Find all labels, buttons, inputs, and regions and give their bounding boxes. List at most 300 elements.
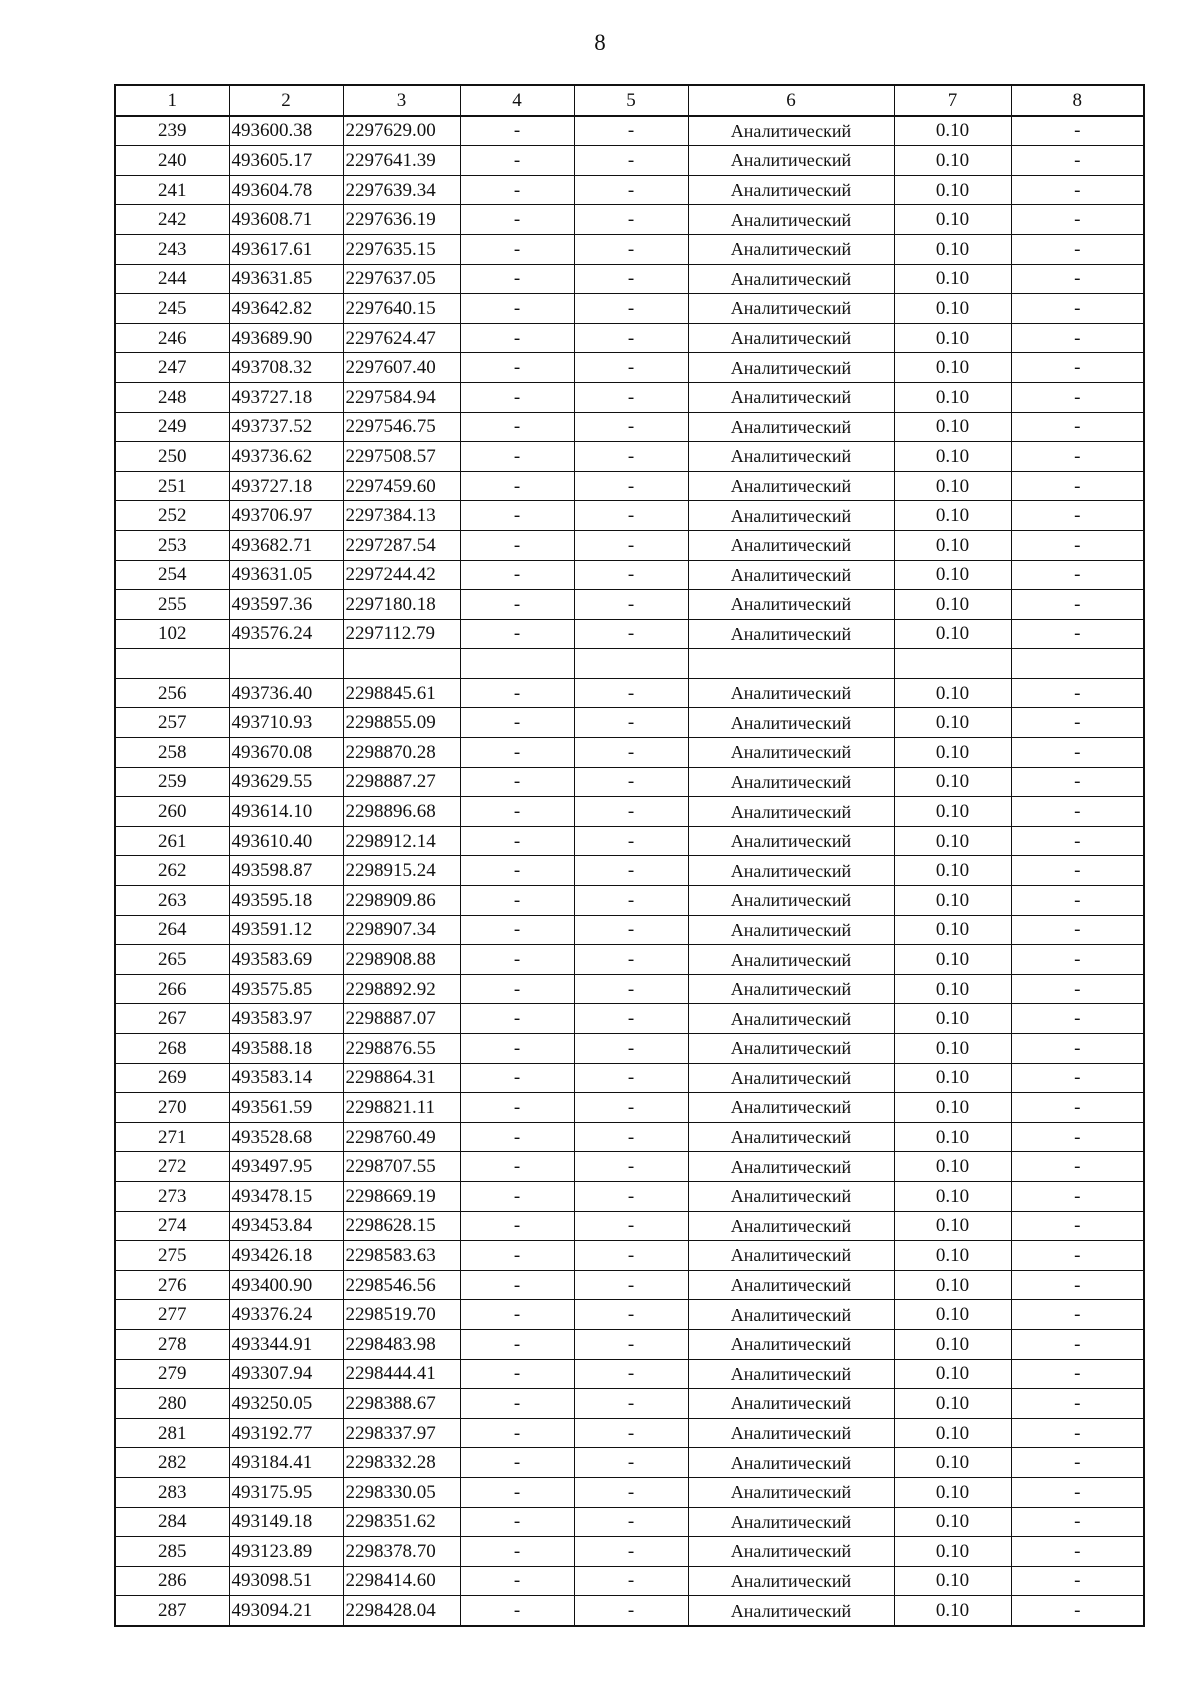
cell-col-4: - [460, 886, 574, 916]
cell-col-5: - [574, 826, 688, 856]
cell-coord-y: 2297635.15 [343, 234, 460, 264]
cell-accuracy: 0.10 [894, 1122, 1011, 1152]
cell-coord-x: 493575.85 [229, 974, 343, 1004]
cell-point-number: 248 [115, 382, 229, 412]
cell-accuracy: 0.10 [894, 1034, 1011, 1064]
cell-col-5: - [574, 678, 688, 708]
cell-col-8: - [1011, 471, 1144, 501]
cell-coord-y: 2297546.75 [343, 412, 460, 442]
cell-col-4: - [460, 530, 574, 560]
cell-col-5: - [574, 1063, 688, 1093]
cell-point-number: 243 [115, 234, 229, 264]
cell-col-5: - [574, 353, 688, 383]
cell-point-number: 240 [115, 146, 229, 176]
cell-col-8: - [1011, 1270, 1144, 1300]
cell-accuracy: 0.10 [894, 205, 1011, 235]
cell-point-number: 279 [115, 1359, 229, 1389]
cell-coord-y: 2298330.05 [343, 1477, 460, 1507]
table-row [115, 1270, 1144, 1300]
cell-col-8: - [1011, 590, 1144, 620]
table-row [115, 1596, 1144, 1626]
cell-point-number: 273 [115, 1181, 229, 1211]
cell-accuracy: 0.10 [894, 1389, 1011, 1419]
table-row [115, 116, 1144, 146]
cell-col-4: - [460, 738, 574, 768]
table-row [115, 501, 1144, 531]
cell-coord-x: 493595.18 [229, 886, 343, 916]
cell-point-number: 263 [115, 886, 229, 916]
cell-coord-x: 493528.68 [229, 1122, 343, 1152]
cell-accuracy: 0.10 [894, 116, 1011, 146]
cell-col-5: - [574, 708, 688, 738]
cell-col-4: - [460, 442, 574, 472]
cell-col-5: - [574, 1596, 688, 1626]
cell-coord-y: 2297384.13 [343, 501, 460, 531]
cell-col-5: - [574, 915, 688, 945]
cell-col-4: - [460, 501, 574, 531]
cell-point-number: 275 [115, 1241, 229, 1271]
cell-col-5: - [574, 1152, 688, 1182]
cell-col-8: - [1011, 1093, 1144, 1123]
cell-method [688, 649, 894, 679]
cell-point-number: 280 [115, 1389, 229, 1419]
cell-col-4: - [460, 560, 574, 590]
table-row [115, 1063, 1144, 1093]
cell-col-8: - [1011, 678, 1144, 708]
cell-coord-x: 493727.18 [229, 382, 343, 412]
cell-point-number: 284 [115, 1507, 229, 1537]
cell-coord-x: 493576.24 [229, 619, 343, 649]
cell-col-5: - [574, 1122, 688, 1152]
cell-accuracy: 0.10 [894, 234, 1011, 264]
column-header-4: 4 [460, 85, 574, 116]
cell-col-5: - [574, 264, 688, 294]
cell-col-5: - [574, 1507, 688, 1537]
cell-coord-x: 493605.17 [229, 146, 343, 176]
cell-coord-x: 493617.61 [229, 234, 343, 264]
cell-method: Аналитический [688, 442, 894, 472]
table-row [115, 1181, 1144, 1211]
cell-col-8: - [1011, 146, 1144, 176]
cell-col-4: - [460, 826, 574, 856]
cell-col-4: - [460, 146, 574, 176]
cell-accuracy: 0.10 [894, 1566, 1011, 1596]
cell-col-5: - [574, 797, 688, 827]
cell-coord-y: 2297607.40 [343, 353, 460, 383]
cell-coord-x: 493710.93 [229, 708, 343, 738]
cell-col-8: - [1011, 1537, 1144, 1567]
cell-accuracy: 0.10 [894, 412, 1011, 442]
cell-col-5: - [574, 1181, 688, 1211]
cell-coord-y: 2298821.11 [343, 1093, 460, 1123]
table-row [115, 1566, 1144, 1596]
cell-col-5: - [574, 886, 688, 916]
cell-method: Аналитический [688, 590, 894, 620]
cell-coord-x: 493670.08 [229, 738, 343, 768]
cell-method: Аналитический [688, 678, 894, 708]
cell-accuracy: 0.10 [894, 915, 1011, 945]
cell-col-4: - [460, 1477, 574, 1507]
cell-col-8: - [1011, 323, 1144, 353]
cell-col-4: - [460, 234, 574, 264]
cell-coord-x: 493453.84 [229, 1211, 343, 1241]
cell-col-4: - [460, 1389, 574, 1419]
cell-coord-y: 2298444.41 [343, 1359, 460, 1389]
cell-coord-x: 493478.15 [229, 1181, 343, 1211]
table-row [115, 678, 1144, 708]
cell-point-number: 270 [115, 1093, 229, 1123]
cell-coord-x: 493706.97 [229, 501, 343, 531]
cell-col-8: - [1011, 1329, 1144, 1359]
cell-col-5: - [574, 382, 688, 412]
cell-col-5: - [574, 1418, 688, 1448]
cell-col-4 [460, 649, 574, 679]
cell-col-8: - [1011, 856, 1144, 886]
cell-col-5: - [574, 1241, 688, 1271]
cell-col-8: - [1011, 1389, 1144, 1419]
cell-col-8: - [1011, 382, 1144, 412]
cell-point-number: 241 [115, 175, 229, 205]
cell-accuracy: 0.10 [894, 264, 1011, 294]
cell-method: Аналитический [688, 1359, 894, 1389]
cell-method: Аналитический [688, 1596, 894, 1626]
cell-coord-y: 2298483.98 [343, 1329, 460, 1359]
cell-coord-x: 493708.32 [229, 353, 343, 383]
cell-point-number: 261 [115, 826, 229, 856]
cell-coord-x: 493629.55 [229, 767, 343, 797]
table-row [115, 560, 1144, 590]
table-header-row [115, 85, 1144, 116]
cell-method: Аналитический [688, 501, 894, 531]
cell-method: Аналитический [688, 1093, 894, 1123]
cell-col-4: - [460, 1122, 574, 1152]
cell-coord-x: 493561.59 [229, 1093, 343, 1123]
table-row [115, 738, 1144, 768]
cell-col-5: - [574, 560, 688, 590]
cell-coord-y: 2297629.00 [343, 116, 460, 146]
table-row [115, 1093, 1144, 1123]
table-row [115, 1329, 1144, 1359]
cell-col-5: - [574, 175, 688, 205]
cell-point-number: 286 [115, 1566, 229, 1596]
table-row [115, 649, 1144, 679]
table-row [115, 234, 1144, 264]
cell-coord-y: 2298892.92 [343, 974, 460, 1004]
cell-method: Аналитический [688, 323, 894, 353]
cell-col-4: - [460, 1507, 574, 1537]
cell-coord-y: 2298887.27 [343, 767, 460, 797]
page-number: 8 [594, 30, 606, 55]
cell-point-number: 259 [115, 767, 229, 797]
cell-col-4: - [460, 1211, 574, 1241]
cell-coord-x: 493689.90 [229, 323, 343, 353]
cell-col-5: - [574, 234, 688, 264]
cell-col-5: - [574, 1389, 688, 1419]
table-row [115, 708, 1144, 738]
cell-coord-y: 2298909.86 [343, 886, 460, 916]
cell-accuracy: 0.10 [894, 1093, 1011, 1123]
cell-col-8: - [1011, 1359, 1144, 1389]
cell-coord-x: 493600.38 [229, 116, 343, 146]
table-row [115, 1034, 1144, 1064]
cell-coord-x: 493583.97 [229, 1004, 343, 1034]
table-row [115, 442, 1144, 472]
cell-coord-x: 493608.71 [229, 205, 343, 235]
cell-col-5: - [574, 471, 688, 501]
cell-col-8: - [1011, 1063, 1144, 1093]
cell-coord-y: 2297639.34 [343, 175, 460, 205]
cell-col-4: - [460, 1418, 574, 1448]
cell-col-8: - [1011, 974, 1144, 1004]
cell-method: Аналитический [688, 1122, 894, 1152]
cell-method: Аналитический [688, 1211, 894, 1241]
cell-col-8: - [1011, 1122, 1144, 1152]
cell-point-number: 251 [115, 471, 229, 501]
cell-coord-y: 2297287.54 [343, 530, 460, 560]
cell-col-4: - [460, 1063, 574, 1093]
cell-method: Аналитический [688, 1063, 894, 1093]
cell-accuracy: 0.10 [894, 1004, 1011, 1034]
cell-col-5: - [574, 1004, 688, 1034]
cell-method: Аналитический [688, 530, 894, 560]
cell-coord-x: 493737.52 [229, 412, 343, 442]
cell-coord-y: 2298669.19 [343, 1181, 460, 1211]
cell-coord-y: 2298864.31 [343, 1063, 460, 1093]
cell-col-5: - [574, 1093, 688, 1123]
cell-col-4: - [460, 797, 574, 827]
cell-accuracy: 0.10 [894, 323, 1011, 353]
cell-col-8: - [1011, 826, 1144, 856]
cell-coord-y: 2298519.70 [343, 1300, 460, 1330]
table-row [115, 826, 1144, 856]
cell-coord-y: 2298378.70 [343, 1537, 460, 1567]
cell-point-number: 249 [115, 412, 229, 442]
cell-method: Аналитический [688, 915, 894, 945]
cell-accuracy: 0.10 [894, 826, 1011, 856]
cell-accuracy: 0.10 [894, 146, 1011, 176]
column-header-1: 1 [115, 85, 229, 116]
cell-coord-x: 493344.91 [229, 1329, 343, 1359]
cell-coord-y: 2297640.15 [343, 294, 460, 324]
cell-accuracy: 0.10 [894, 1329, 1011, 1359]
cell-coord-x: 493094.21 [229, 1596, 343, 1626]
cell-accuracy: 0.10 [894, 501, 1011, 531]
table-row [115, 1211, 1144, 1241]
cell-col-4: - [460, 1270, 574, 1300]
cell-col-8: - [1011, 767, 1144, 797]
table-row [115, 1152, 1144, 1182]
cell-coord-y: 2298896.68 [343, 797, 460, 827]
cell-point-number: 267 [115, 1004, 229, 1034]
cell-coord-x: 493426.18 [229, 1241, 343, 1271]
cell-point-number: 102 [115, 619, 229, 649]
cell-col-4: - [460, 353, 574, 383]
cell-method: Аналитический [688, 1241, 894, 1271]
cell-col-8: - [1011, 205, 1144, 235]
cell-col-5: - [574, 205, 688, 235]
cell-method: Аналитический [688, 294, 894, 324]
table-body [115, 116, 1144, 1626]
cell-coord-y: 2298351.62 [343, 1507, 460, 1537]
cell-coord-y: 2297180.18 [343, 590, 460, 620]
cell-coord-y: 2297584.94 [343, 382, 460, 412]
cell-method: Аналитический [688, 264, 894, 294]
cell-col-5: - [574, 1537, 688, 1567]
cell-col-8: - [1011, 619, 1144, 649]
cell-accuracy: 0.10 [894, 471, 1011, 501]
cell-method: Аналитический [688, 1300, 894, 1330]
cell-point-number: 262 [115, 856, 229, 886]
table-row [115, 974, 1144, 1004]
cell-accuracy: 0.10 [894, 974, 1011, 1004]
cell-accuracy: 0.10 [894, 1270, 1011, 1300]
cell-accuracy: 0.10 [894, 175, 1011, 205]
table-row [115, 353, 1144, 383]
table-row [115, 1507, 1144, 1537]
cell-col-5: - [574, 146, 688, 176]
cell-coord-x: 493736.40 [229, 678, 343, 708]
cell-method: Аналитический [688, 974, 894, 1004]
cell-coord-x: 493727.18 [229, 471, 343, 501]
cell-coord-x: 493614.10 [229, 797, 343, 827]
cell-method: Аналитический [688, 738, 894, 768]
table-row [115, 382, 1144, 412]
cell-method: Аналитический [688, 1004, 894, 1034]
table-row [115, 412, 1144, 442]
cell-point-number: 260 [115, 797, 229, 827]
cell-method: Аналитический [688, 797, 894, 827]
cell-method: Аналитический [688, 1389, 894, 1419]
cell-col-8: - [1011, 1034, 1144, 1064]
column-header-2: 2 [229, 85, 343, 116]
cell-col-8: - [1011, 945, 1144, 975]
cell-coord-y: 2297244.42 [343, 560, 460, 590]
cell-coord-x: 493631.05 [229, 560, 343, 590]
cell-col-8: - [1011, 501, 1144, 531]
cell-coord-y: 2297624.47 [343, 323, 460, 353]
cell-coord-y: 2298332.28 [343, 1448, 460, 1478]
cell-col-5: - [574, 530, 688, 560]
cell-point-number: 245 [115, 294, 229, 324]
cell-coord-x: 493123.89 [229, 1537, 343, 1567]
cell-method: Аналитический [688, 767, 894, 797]
cell-col-8: - [1011, 353, 1144, 383]
cell-coord-y: 2298707.55 [343, 1152, 460, 1182]
cell-col-8: - [1011, 1004, 1144, 1034]
cell-col-4: - [460, 678, 574, 708]
cell-point-number: 239 [115, 116, 229, 146]
cell-coord-x [229, 649, 343, 679]
cell-point-number: 242 [115, 205, 229, 235]
cell-method: Аналитический [688, 205, 894, 235]
cell-col-8: - [1011, 1211, 1144, 1241]
cell-accuracy: 0.10 [894, 1507, 1011, 1537]
cell-col-5: - [574, 1300, 688, 1330]
table-row [115, 767, 1144, 797]
cell-col-8: - [1011, 264, 1144, 294]
cell-method: Аналитический [688, 856, 894, 886]
cell-point-number: 283 [115, 1477, 229, 1507]
cell-coord-y: 2298855.09 [343, 708, 460, 738]
cell-accuracy: 0.10 [894, 1211, 1011, 1241]
cell-coord-x: 493376.24 [229, 1300, 343, 1330]
table-row [115, 1300, 1144, 1330]
cell-coord-y: 2298876.55 [343, 1034, 460, 1064]
cell-point-number: 287 [115, 1596, 229, 1626]
cell-col-8: - [1011, 1300, 1144, 1330]
cell-coord-y: 2297641.39 [343, 146, 460, 176]
cell-col-5 [574, 649, 688, 679]
cell-point-number: 271 [115, 1122, 229, 1152]
table-row [115, 1389, 1144, 1419]
cell-coord-x: 493736.62 [229, 442, 343, 472]
cell-col-4: - [460, 1566, 574, 1596]
cell-col-4: - [460, 945, 574, 975]
cell-col-8: - [1011, 412, 1144, 442]
cell-point-number: 244 [115, 264, 229, 294]
cell-col-5: - [574, 442, 688, 472]
cell-col-4: - [460, 767, 574, 797]
coordinates-table [114, 84, 1145, 1627]
cell-method: Аналитический [688, 1034, 894, 1064]
cell-col-4: - [460, 1448, 574, 1478]
cell-coord-y: 2297637.05 [343, 264, 460, 294]
cell-col-4: - [460, 1004, 574, 1034]
cell-col-8: - [1011, 1477, 1144, 1507]
cell-accuracy: 0.10 [894, 945, 1011, 975]
cell-method: Аналитический [688, 826, 894, 856]
cell-accuracy: 0.10 [894, 560, 1011, 590]
cell-col-4: - [460, 1241, 574, 1271]
cell-col-4: - [460, 205, 574, 235]
cell-col-8: - [1011, 442, 1144, 472]
cell-accuracy: 0.10 [894, 738, 1011, 768]
cell-col-5: - [574, 1448, 688, 1478]
cell-method: Аналитический [688, 382, 894, 412]
cell-col-8: - [1011, 1448, 1144, 1478]
table-row [115, 175, 1144, 205]
cell-coord-y: 2298546.56 [343, 1270, 460, 1300]
cell-col-4: - [460, 175, 574, 205]
cell-coord-y: 2298908.88 [343, 945, 460, 975]
cell-col-8 [1011, 649, 1144, 679]
cell-col-8: - [1011, 1181, 1144, 1211]
cell-coord-y: 2298428.04 [343, 1596, 460, 1626]
cell-coord-x: 493307.94 [229, 1359, 343, 1389]
cell-point-number: 265 [115, 945, 229, 975]
table-row [115, 619, 1144, 649]
cell-method: Аналитический [688, 945, 894, 975]
cell-point-number: 276 [115, 1270, 229, 1300]
cell-coord-y: 2298845.61 [343, 678, 460, 708]
cell-col-5: - [574, 1566, 688, 1596]
cell-coord-x: 493642.82 [229, 294, 343, 324]
cell-accuracy: 0.10 [894, 797, 1011, 827]
cell-method: Аналитический [688, 1418, 894, 1448]
column-header-3: 3 [343, 85, 460, 116]
cell-coord-x: 493610.40 [229, 826, 343, 856]
cell-col-5: - [574, 619, 688, 649]
cell-accuracy: 0.10 [894, 1241, 1011, 1271]
cell-method: Аналитический [688, 1477, 894, 1507]
cell-col-5: - [574, 323, 688, 353]
cell-point-number: 268 [115, 1034, 229, 1064]
table-row [115, 205, 1144, 235]
cell-col-8: - [1011, 1152, 1144, 1182]
cell-col-5: - [574, 856, 688, 886]
column-header-8: 8 [1011, 85, 1144, 116]
cell-point-number: 258 [115, 738, 229, 768]
